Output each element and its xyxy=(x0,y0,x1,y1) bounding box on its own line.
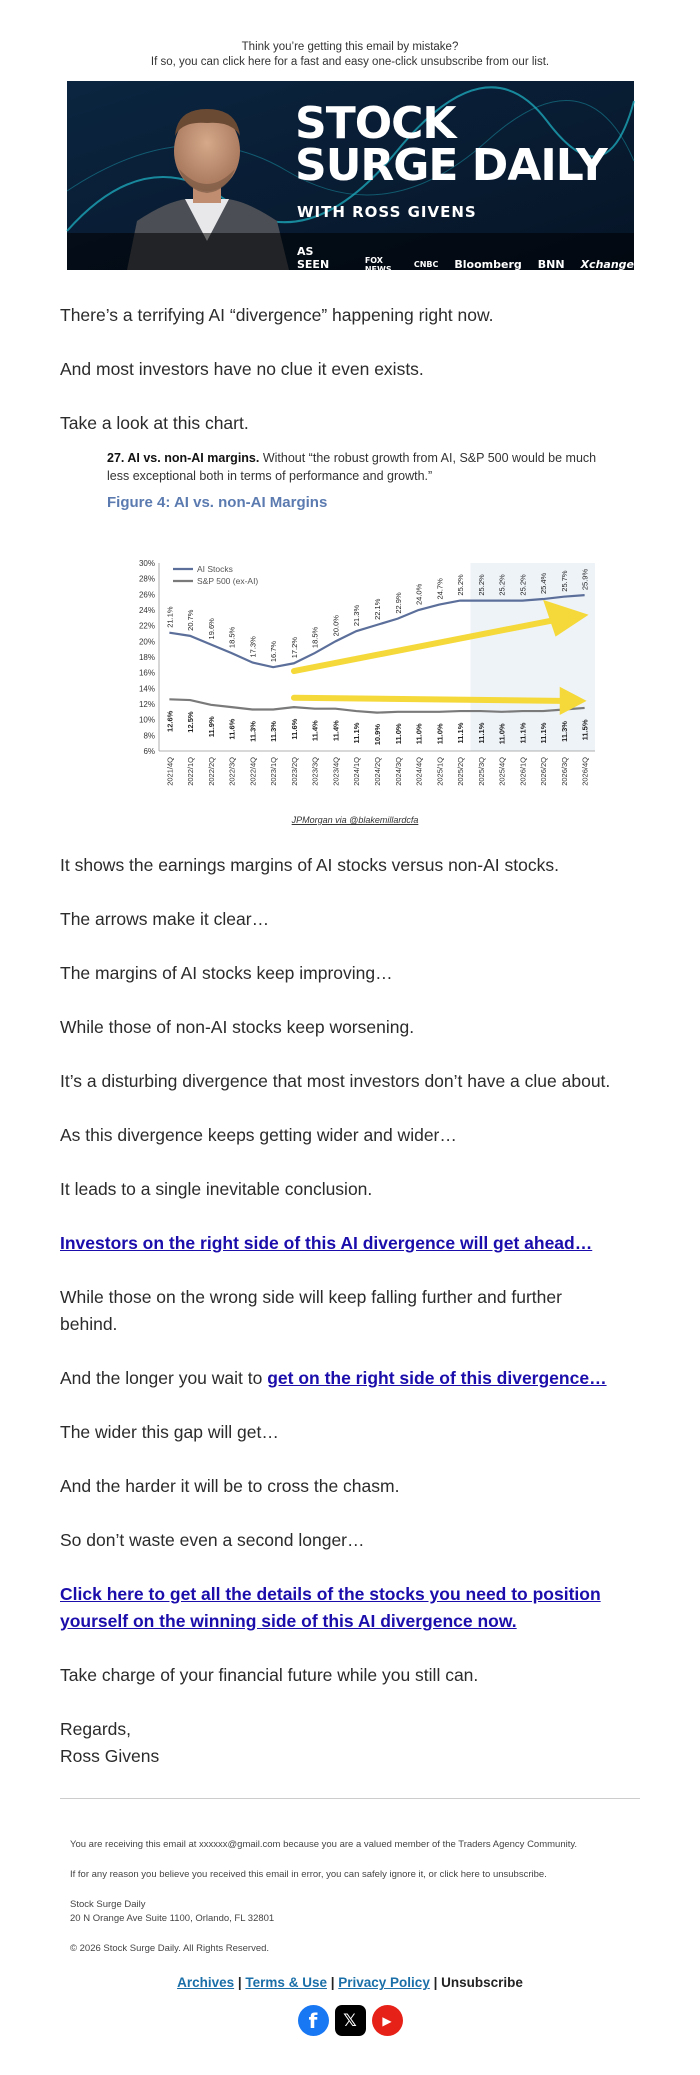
unsubscribe-notice[interactable] xyxy=(0,40,700,70)
paragraph-15: So don’t waste even a second longer… xyxy=(60,1530,365,1550)
x-tick-label: 2024/1Q xyxy=(352,757,362,786)
paragraph-6: The margins of AI stocks keep improving… xyxy=(60,963,393,983)
margins-chart xyxy=(107,494,603,829)
y-tick-label: 10% xyxy=(138,715,155,725)
archives-link[interactable]: Archives xyxy=(177,1975,235,1990)
figure-caption xyxy=(107,449,603,485)
signature: Ross Givens xyxy=(60,1746,160,1766)
x-tick-label: 2024/4Q xyxy=(414,757,424,786)
social-links xyxy=(0,2005,700,2036)
paragraph-9: As this divergence keeps getting wider and wider… xyxy=(60,1125,457,1145)
forecast-shading xyxy=(470,563,595,751)
ai-data-label: 22.9% xyxy=(393,592,403,614)
ai-data-label: 18.5% xyxy=(310,626,320,649)
y-tick-label: 20% xyxy=(138,637,155,647)
sp500-data-label: 11.1% xyxy=(456,722,466,744)
banner-title-line-1: STOCK xyxy=(295,98,456,149)
footer-divider xyxy=(60,1798,640,1799)
sp500-data-label: 11.4% xyxy=(331,720,341,742)
ai-data-label: 24.0% xyxy=(414,583,424,605)
paragraph-12 xyxy=(60,1365,650,1392)
footer-company: Stock Surge Daily xyxy=(70,1899,146,1910)
ai-data-label: 18.5% xyxy=(227,626,237,649)
sp500-data-label: 10.9% xyxy=(373,723,382,746)
sp500-data-label: 11.6% xyxy=(227,718,237,740)
x-tick-label: 2025/2Q xyxy=(456,757,466,786)
y-tick-label: 24% xyxy=(138,606,155,615)
xchange-logo: Xchange xyxy=(580,258,634,271)
paragraph-13: The wider this gap will get… xyxy=(60,1422,279,1442)
x-tick-label: 2026/3Q xyxy=(559,757,569,786)
y-tick-label: 22% xyxy=(138,621,155,631)
banner-title xyxy=(295,98,607,191)
sp500-data-label: 11.0% xyxy=(414,723,424,745)
sp500-data-label: 11.0% xyxy=(393,723,403,745)
as-seen-on-bar xyxy=(297,245,634,284)
sp500-data-label: 11.3% xyxy=(559,721,569,742)
ai-divergence-link[interactable]: Investors on the right side of this AI divergence will get ahead… xyxy=(60,1233,593,1253)
ai-data-label: 25.4% xyxy=(539,572,549,595)
facebook-icon[interactable]: f xyxy=(298,2005,329,2036)
header-banner xyxy=(67,81,634,284)
stock-details-link[interactable]: Click here to get all the details of the stocks you need to position yourself on the winning side of this AI divergence now. xyxy=(60,1584,601,1631)
y-tick-label: 18% xyxy=(138,653,155,662)
paragraph-2: And most investors have no clue it even exists. xyxy=(60,359,424,379)
footer-copyright: © 2026 Stock Surge Daily. All Rights Reserved. xyxy=(70,1943,270,1954)
paragraph-3: Take a look at this chart. xyxy=(60,413,249,433)
terms-link[interactable]: Terms & Use xyxy=(245,1975,327,1990)
paragraph-7: While those of non-AI stocks keep worsening. xyxy=(60,1017,415,1037)
paragraph-11: While those on the wrong side will keep falling further and further behind. xyxy=(60,1287,562,1334)
ai-data-label: 21.3% xyxy=(352,604,362,627)
bloomberg-logo: Bloomberg xyxy=(454,258,522,271)
x-tick-label: 2026/4Q xyxy=(580,757,590,786)
notice-line-2[interactable]: If so, you can click here for a fast and easy one-click unsubscribe from our list. xyxy=(150,56,550,68)
sp500-data-label: 11.4% xyxy=(310,720,320,742)
sp500-data-label: 11.5% xyxy=(580,719,590,741)
paragraph-16: Take charge of your financial future while you still can. xyxy=(60,1665,479,1685)
footer-links xyxy=(0,1975,700,1990)
x-tick-label: 2023/2Q xyxy=(289,757,299,786)
x-tick-label: 2025/1Q xyxy=(435,757,445,786)
figure-caption-bold: 27. AI vs. non-AI margins. xyxy=(107,451,260,465)
paragraph-link-1 xyxy=(60,1230,650,1257)
footer-receiving: You are receiving this email at xxxxxx@gmail.com because you are a valued member of the Traders Agency Community. xyxy=(70,1839,578,1850)
x-tick-label: 2023/3Q xyxy=(310,757,320,786)
chart-credit[interactable]: JPMorgan via @blakemillardcfa xyxy=(291,815,419,825)
cnbc-logo: CNBC xyxy=(413,260,439,269)
ai-data-label: 24.7% xyxy=(435,578,445,600)
footer-error-unsubscribe[interactable]: If for any reason you believe you received this email in error, you can safely ignore it, or click here to unsubscribe. xyxy=(70,1869,547,1880)
ai-data-label: 25.2% xyxy=(456,574,466,596)
banner-subtitle: WITH ROSS GIVENS xyxy=(297,203,477,221)
x-tick-label: 2023/1Q xyxy=(269,757,279,786)
x-tick-label: 2022/2Q xyxy=(206,757,216,786)
paragraph-12-prefix: And the longer you wait to xyxy=(60,1368,268,1388)
unsubscribe-link[interactable]: Unsubscribe xyxy=(441,1975,523,1990)
y-tick-label: 6% xyxy=(143,747,155,756)
sp500-data-label: 11.0% xyxy=(497,723,507,745)
ai-data-label: 25.2% xyxy=(518,574,528,596)
paragraph-10: It leads to a single inevitable conclusion. xyxy=(60,1179,373,1199)
paragraph-5: The arrows make it clear… xyxy=(60,909,270,929)
x-tick-label: 2022/3Q xyxy=(227,757,237,786)
y-tick-label: 30% xyxy=(138,559,155,568)
privacy-link[interactable]: Privacy Policy xyxy=(338,1975,430,1990)
ai-data-label: 19.6% xyxy=(206,618,216,640)
legend-sp500-label: S&P 500 (ex-AI) xyxy=(197,576,259,586)
y-tick-label: 8% xyxy=(143,731,155,741)
figure-caption-text: Without “the robust growth from AI, S&P 500 would be much less exceptional both in terms of performance and growth.” xyxy=(107,451,597,483)
as-seen-on-label: AS SEEN ON xyxy=(297,245,330,284)
paragraph-14: And the harder it will be to cross the chasm. xyxy=(60,1476,400,1496)
bnn-logo: BNN xyxy=(537,258,565,271)
x-tick-label: 2025/3Q xyxy=(476,757,486,786)
x-tick-label: 2026/2Q xyxy=(539,757,549,786)
ai-data-label: 25.2% xyxy=(476,574,486,596)
flat-arrow xyxy=(294,698,560,701)
footer-address: 20 N Orange Ave Suite 1100, Orlando, FL 32801 xyxy=(70,1913,275,1924)
paragraph-1: There’s a terrifying AI “divergence” happening right now. xyxy=(60,305,494,325)
ai-data-label: 20.0% xyxy=(331,615,341,637)
sp500-data-label: 11.3% xyxy=(269,721,279,742)
sp500-data-label: 11.1% xyxy=(539,722,549,744)
y-tick-label: 14% xyxy=(138,684,155,694)
youtube-icon[interactable]: ▶ xyxy=(372,2005,403,2036)
sp500-data-label: 11.3% xyxy=(248,721,258,742)
ai-data-label: 17.2% xyxy=(289,636,299,659)
ai-data-label: 22.1% xyxy=(373,598,382,620)
fox-news-logo: FOX NEWS xyxy=(364,255,392,274)
ai-data-label: 16.7% xyxy=(269,640,279,663)
sp500-data-label: 12.6% xyxy=(165,710,175,732)
ai-data-label: 20.7% xyxy=(186,609,196,631)
sp500-data-label: 11.1% xyxy=(518,722,528,744)
paragraph-8: It’s a disturbing divergence that most investors don’t have a clue about. xyxy=(60,1071,611,1091)
paragraph-4: It shows the earnings margins of AI stocks versus non-AI stocks. xyxy=(60,855,559,875)
chart-title: Figure 4: AI vs. non-AI Margins xyxy=(107,494,328,511)
sp500-data-label: 11.9% xyxy=(206,716,216,738)
y-tick-label: 12% xyxy=(138,700,155,709)
x-tick-label: 2026/1Q xyxy=(518,757,528,786)
paragraph-link-3 xyxy=(60,1581,640,1635)
y-tick-label: 16% xyxy=(138,668,155,678)
banner-title-line-2: SURGE DAILY xyxy=(295,140,607,191)
legend-ai-label: AI Stocks xyxy=(197,564,233,574)
x-tick-label: 2022/4Q xyxy=(248,757,258,786)
sp500-data-label: 12.5% xyxy=(186,711,196,733)
separator: | xyxy=(237,1975,246,1990)
x-icon[interactable]: 𝕏 xyxy=(335,2005,366,2036)
ai-data-label: 17.3% xyxy=(248,636,258,658)
sp500-data-label: 11.6% xyxy=(289,718,299,740)
y-tick-label: 26% xyxy=(138,590,155,600)
x-tick-label: 2021/4Q xyxy=(165,757,175,786)
x-tick-label: 2024/3Q xyxy=(393,757,403,786)
ai-data-label: 25.7% xyxy=(559,570,569,592)
sp500-data-label: 11.0% xyxy=(435,723,445,745)
right-side-link[interactable]: get on the right side of this divergence… xyxy=(267,1368,607,1388)
x-tick-label: 2022/1Q xyxy=(186,757,196,786)
separator: | xyxy=(330,1975,339,1990)
ai-data-label: 25.9% xyxy=(580,568,590,591)
sp500-data-label: 11.1% xyxy=(352,722,362,744)
regards: Regards, xyxy=(60,1719,132,1739)
separator: | xyxy=(433,1975,442,1990)
notice-line-1: Think you’re getting this email by mistake? xyxy=(241,41,459,53)
sp500-data-label: 11.1% xyxy=(476,722,486,744)
x-tick-label: 2024/2Q xyxy=(373,757,382,786)
chart-figure xyxy=(107,449,603,829)
y-tick-label: 28% xyxy=(138,574,155,584)
x-tick-label: 2025/4Q xyxy=(497,757,507,786)
ai-data-label: 21.1% xyxy=(165,606,175,628)
x-tick-label: 2023/4Q xyxy=(331,757,341,786)
ai-data-label: 25.2% xyxy=(497,574,507,596)
